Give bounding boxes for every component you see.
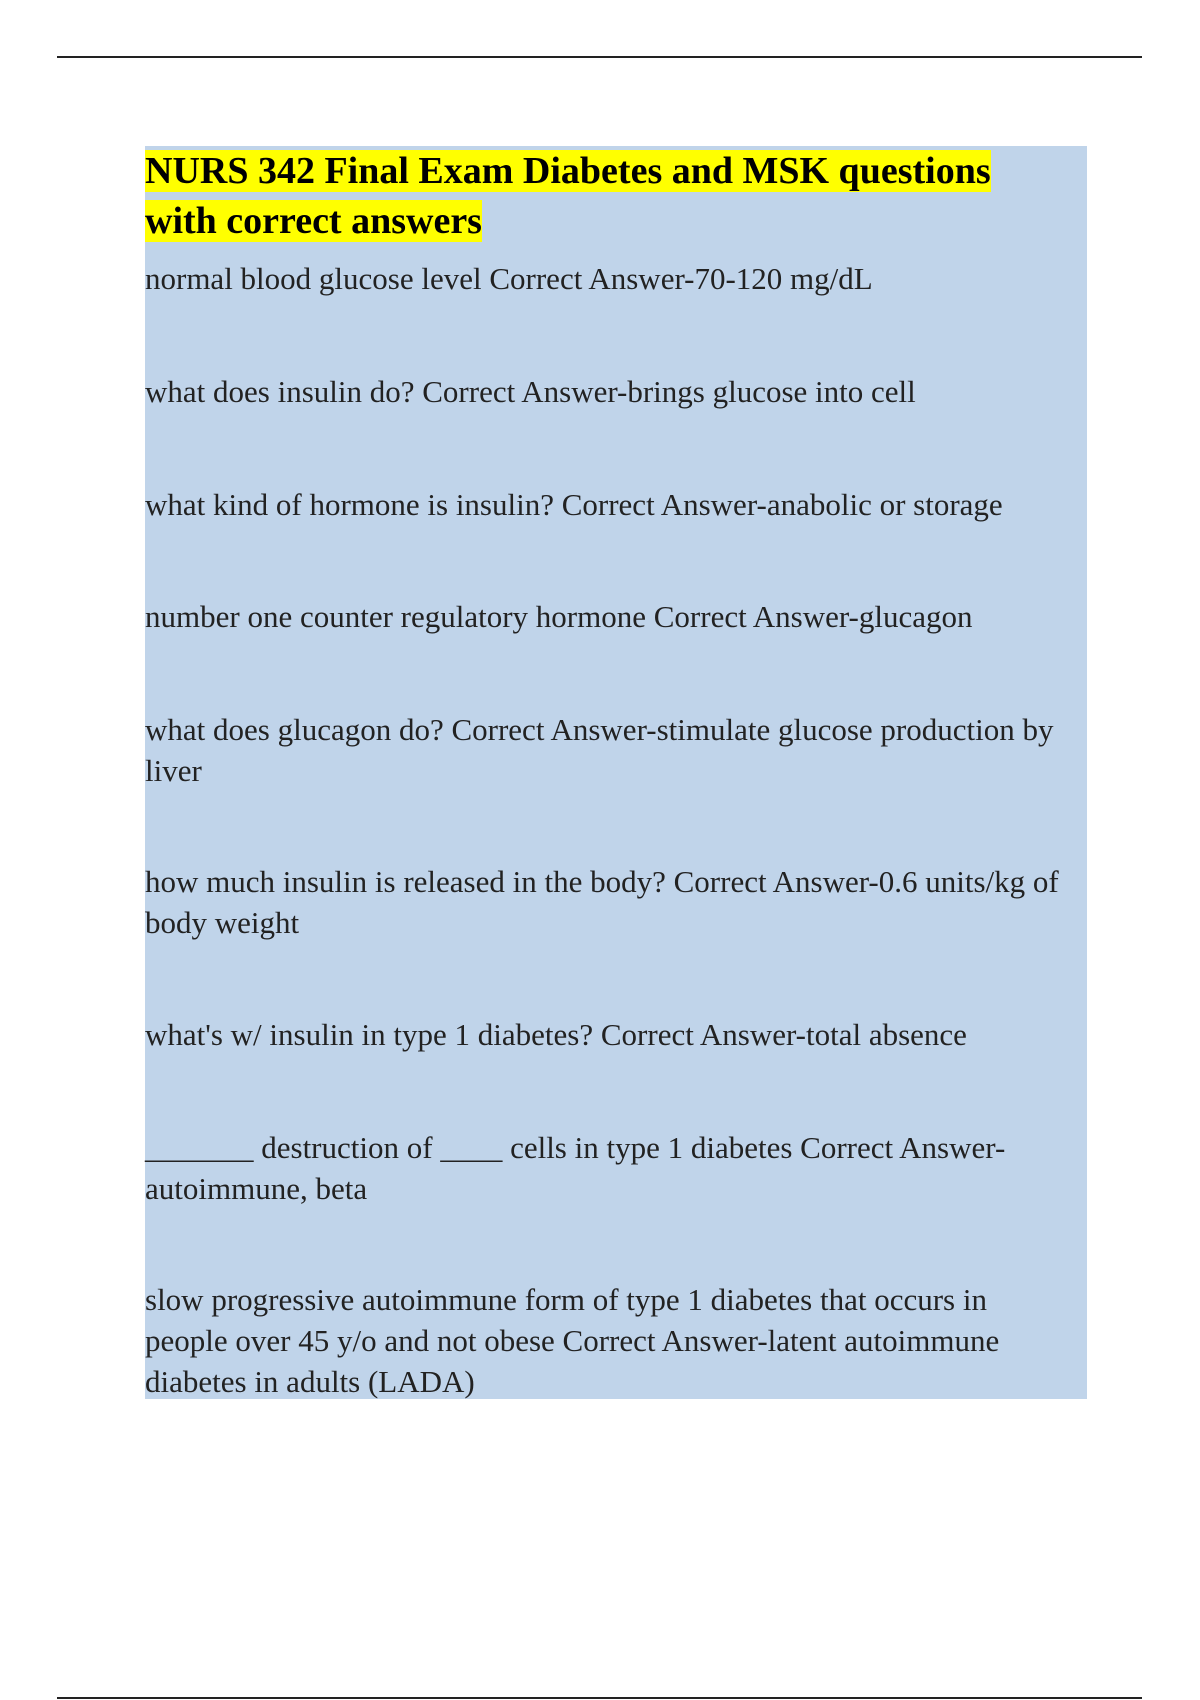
footer-rule [57,1697,1142,1699]
qa-item-insulin-amount: how much insulin is released in the body? Correct Answer-0.6 units/kg of body weight [145,864,1059,940]
title-highlight: NURS 342 Final Exam Diabetes and MSK questions with correct answers [145,150,991,242]
qa-item-insulin-function: what does insulin do? Correct Answer-brings glucose into cell [145,374,916,409]
qa-item-type1-insulin: what's w/ insulin in type 1 diabetes? Correct Answer-total absence [145,1017,967,1052]
qa-item-insulin-hormone-type: what kind of hormone is insulin? Correct Answer-anabolic or storage [145,487,1003,522]
header-rule [57,56,1142,58]
qa-item-type1-destruction: _______ destruction of ____ cells in type 1 diabetes Correct Answer-autoimmune, beta [145,1130,1006,1206]
qa-item-glucagon-function: what does glucagon do? Correct Answer-stimulate glucose production by liver [145,712,1054,788]
qa-item-lada: slow progressive autoimmune form of type 1 diabetes that occurs in people over 45 y/o and not obese Correct Answer-latent autoimmune diabetes in adults (LADA) [145,1282,1000,1399]
document-body [145,146,1087,1399]
document-title [145,146,1045,246]
qa-item-counter-regulatory: number one counter regulatory hormone Correct Answer-glucagon [145,599,973,634]
qa-item-normal-glucose: normal blood glucose level Correct Answer-70-120 mg/dL [145,261,873,296]
